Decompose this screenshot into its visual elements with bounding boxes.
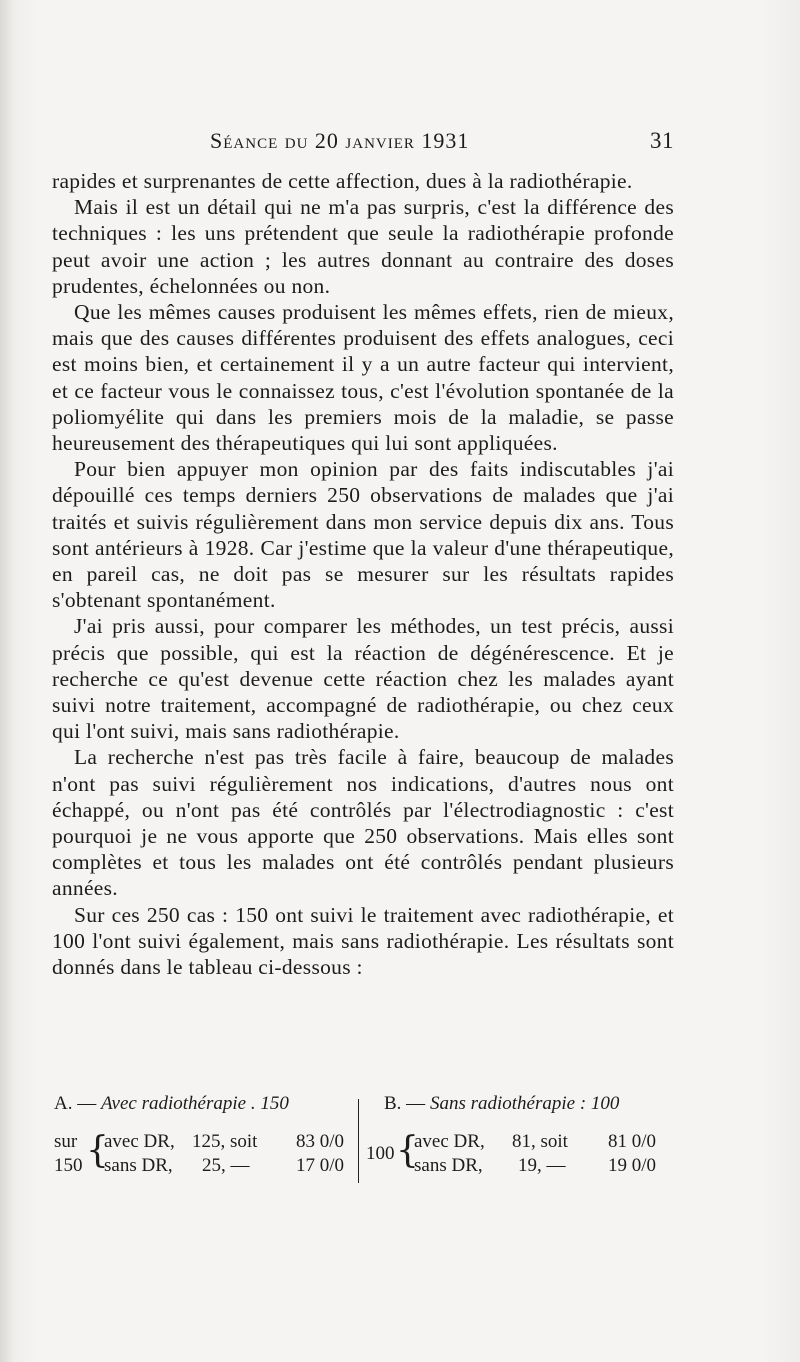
- column-a-header: [54, 1093, 289, 1115]
- b-row-1-count: 81, soit: [512, 1131, 568, 1152]
- b-row-2-label: sans DR,: [414, 1155, 483, 1176]
- column-divider: [358, 1099, 359, 1183]
- paragraph: rapides et surprenantes de cette affection, dues à la radiothérapie.: [52, 169, 633, 193]
- results-table: [52, 1093, 674, 1183]
- group-a-top: sur: [54, 1131, 78, 1152]
- page-number: 31: [650, 128, 674, 153]
- paragraph: La recherche n'est pas très facile à faire, beaucoup de malades n'ont pas suivi régulièrement nos indications, d'autres nous ont échappé, ou n'ont pas été contrôlés par l'électrodiagnostic : c'est pourquoi je ne vous apporte que 250 observations. Mais elles sont complètes et tous les malades ont été contrôlés pendant plusieurs années.: [52, 745, 674, 901]
- paragraph: Pour bien appuyer mon opinion par des faits indiscutables j'ai dépouillé ces temps derniers 250 observations de malades que j'ai traités et suivis régulièrement dans mon service depuis dix ans. Tous sont antérieurs à 1928. Car j'estime que la valeur d'une thérapeutique, en pareil cas, ne doit pas se mesurer sur les résultats rapides s'obtenant spontanément.: [52, 457, 674, 613]
- paragraph: Sur ces 250 cas : 150 ont suivi le traitement avec radiothérapie, et 100 l'ont suivi également, mais sans radiothérapie. Les résultats sont donnés dans le tableau ci-dessous :: [52, 902, 674, 980]
- brace-a: {: [86, 1130, 109, 1171]
- b-row-1-label: avec DR,: [414, 1131, 485, 1152]
- group-a-bottom: 150: [54, 1155, 83, 1176]
- a-row-2-label: sans DR,: [104, 1155, 173, 1176]
- b-row-2-pct: 19 0/0: [608, 1155, 657, 1176]
- group-b: 100: [366, 1143, 395, 1164]
- a-row-1-pct: 83 0/0: [296, 1131, 345, 1152]
- b-row-2-count: 19, —: [518, 1155, 566, 1176]
- column-a-prefix: A. —: [54, 1093, 101, 1114]
- body-text: [52, 168, 674, 980]
- b-row-1-pct: 81 0/0: [608, 1131, 657, 1152]
- brace-b: {: [396, 1130, 419, 1171]
- a-row-1-label: avec DR,: [104, 1131, 175, 1152]
- column-b-header: [384, 1093, 619, 1115]
- running-title: Séance du 20 janvier 1931: [210, 128, 470, 153]
- a-row-2-count: 25, —: [202, 1155, 250, 1176]
- paragraph: Mais il est un détail qui ne m'a pas surpris, c'est la différence des techniques : les uns prétendent que seule la radiothérapie profonde peut avoir une action ; les autres donnant au contraire des doses prudentes, échelonnées ou non.: [52, 195, 674, 298]
- a-row-1-count: 125, soit: [192, 1131, 258, 1152]
- paragraph: J'ai pris aussi, pour comparer les méthodes, un test précis, aussi précis que possible, qui est la réaction de dégénérescence. Et je recherche ce qu'est devenue cette réaction chez les malades ayant suivi notre traitement, accompagné de radiothérapie, ou chez ceux qui l'ont suivi, mais sans radiothérapie.: [52, 614, 674, 744]
- column-b-prefix: B. —: [384, 1093, 430, 1114]
- paragraph: Que les mêmes causes produisent les mêmes effets, rien de mieux, mais que des causes différentes produisent des effets analogues, ceci est moins bien, et certainement il y a un autre facteur qui intervient, et ce facteur vous le connaissez tous, c'est l'évolution spontanée de la poliomyélite qui dans les premiers mois de la maladie, se passe heureusement des thérapeutiques qui lui sont appliquées.: [52, 300, 674, 456]
- a-row-2-pct: 17 0/0: [296, 1155, 345, 1176]
- page-header: [52, 128, 674, 162]
- column-a-title: Avec radiothérapie . 150: [100, 1093, 289, 1114]
- column-b-title: Sans radiothérapie : 100: [429, 1093, 620, 1114]
